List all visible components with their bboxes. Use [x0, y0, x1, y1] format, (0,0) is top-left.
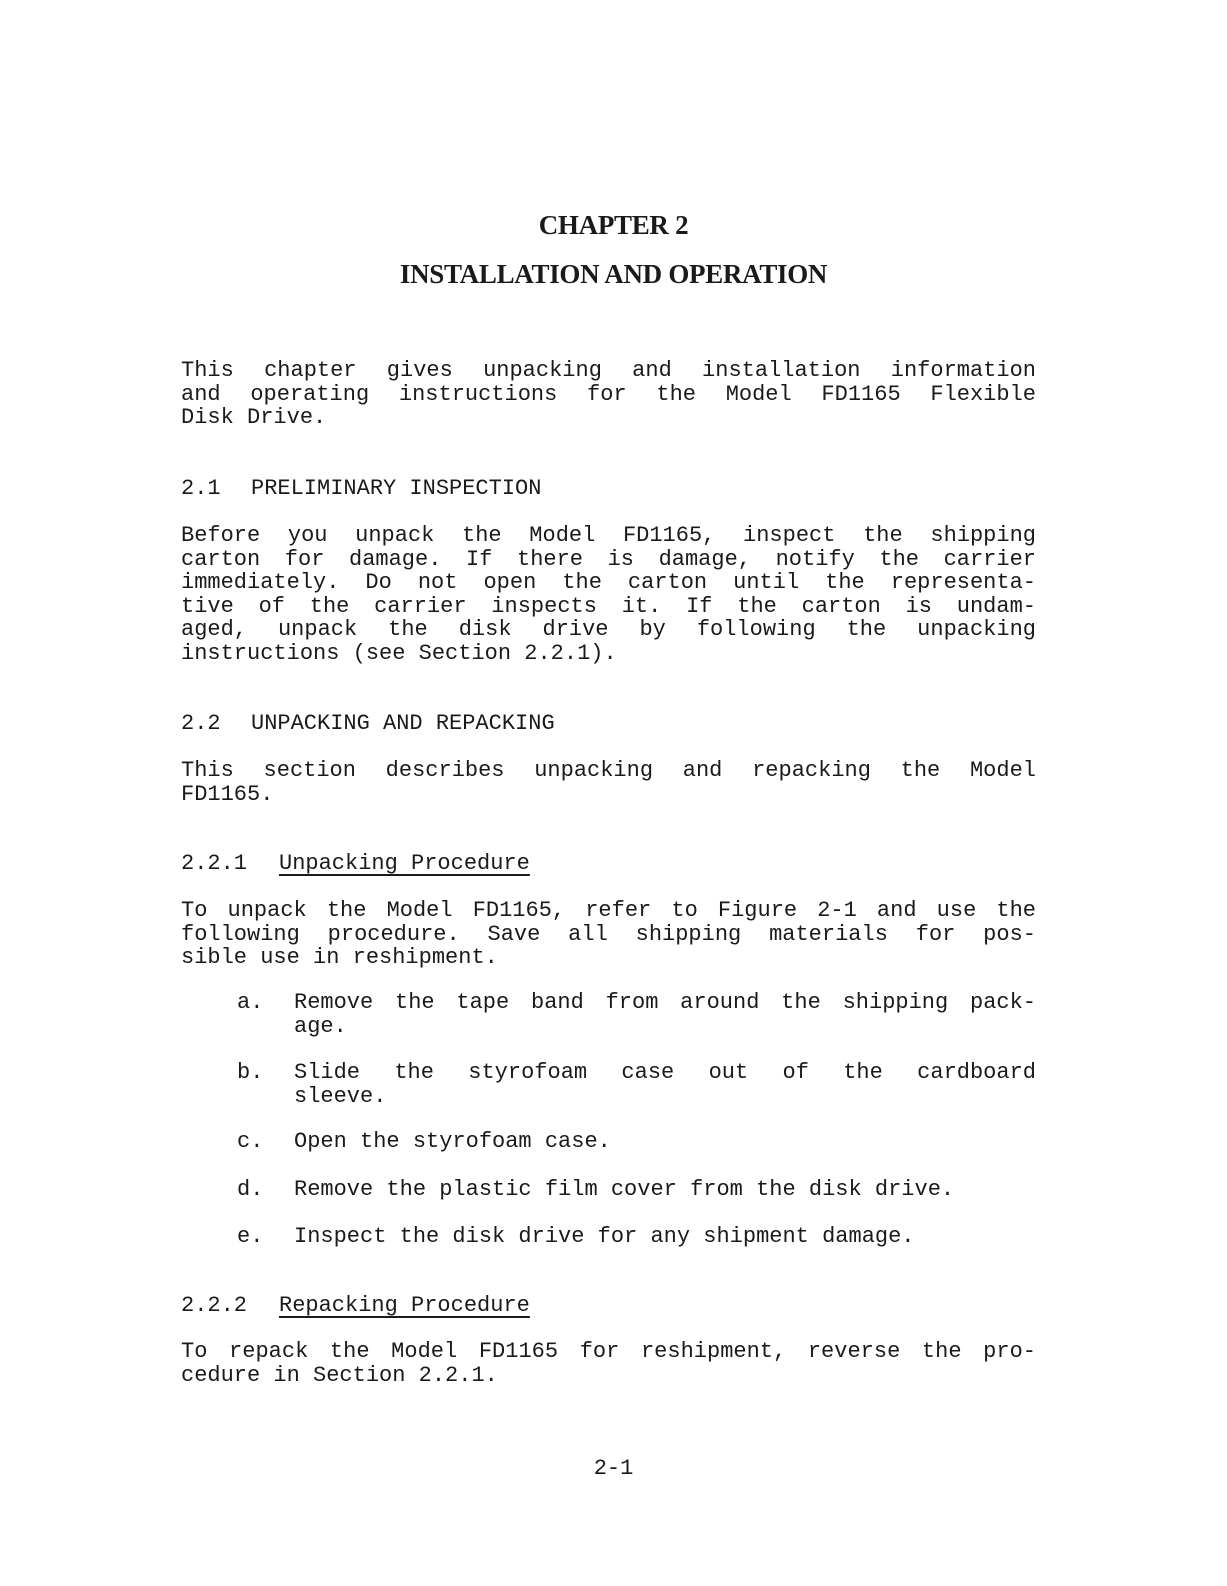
step-text [294, 1178, 1036, 1202]
text-line: Remove the plastic film cover from the disk drive. [294, 1177, 955, 1202]
text-line: following procedure. Save all shipping materials for pos- [181, 921, 1036, 947]
section-title: Repacking Procedure [279, 1293, 530, 1318]
step-text [294, 1225, 1036, 1249]
section-2-2-paragraph [181, 759, 1036, 806]
text-line: aged, unpack the disk drive by following the unpacking [181, 617, 1036, 642]
text-line: sleeve. [294, 1083, 387, 1109]
step-letter: c. [237, 1129, 264, 1154]
text-line: FD1165. [181, 781, 274, 807]
text-line: Open the styrofoam case. [294, 1129, 611, 1154]
step-letter: d. [237, 1177, 264, 1202]
text-line: This chapter gives unpacking and installation information [181, 358, 1036, 383]
text-line: carton for damage. If there is damage, notify the carrier [181, 546, 1036, 572]
section-number: 2.2.2 [181, 1293, 248, 1318]
chapter-number: CHAPTER 2 [538, 210, 689, 240]
page-number: 2-1 [593, 1456, 634, 1481]
section-title: UNPACKING AND REPACKING [251, 711, 555, 736]
chapter-title: INSTALLATION AND OPERATION [399, 259, 828, 289]
text-line: Disk Drive. [181, 405, 327, 430]
section-number: 2.1 [181, 476, 221, 501]
section-2-2-1-paragraph [181, 899, 1036, 970]
text-line: Remove the tape band from around the shipping pack- [294, 990, 1036, 1015]
intro-paragraph [181, 359, 1036, 430]
text-line: age. [294, 1013, 347, 1039]
step-letter: e. [237, 1224, 264, 1249]
section-heading-2-2-2 [181, 1294, 530, 1318]
text-line: immediately. Do not open the carton until the representa- [181, 570, 1036, 595]
section-2-2-2-paragraph [181, 1340, 1036, 1387]
text-line: To repack the Model FD1165 for reshipment, reverse the pro- [181, 1339, 1036, 1364]
section-heading-2-2 [181, 712, 555, 736]
text-line: cedure in Section 2.2.1. [181, 1362, 498, 1388]
text-line: instructions (see Section 2.2.1). [181, 640, 617, 666]
step-text [294, 1061, 1036, 1108]
text-line: tive of the carrier inspects it. If the carton is undam- [181, 593, 1036, 619]
text-line: Slide the styrofoam case out of the cardboard [294, 1060, 1036, 1085]
text-line: sible use in reshipment. [181, 945, 498, 970]
text-line: To unpack the Model FD1165, refer to Figure 2-1 and use the [181, 898, 1036, 923]
step-letter: b. [237, 1060, 264, 1085]
section-number: 2.2.1 [181, 851, 248, 876]
step-text [294, 991, 1036, 1038]
section-heading-2-1 [181, 477, 541, 501]
section-title: Unpacking Procedure [279, 851, 530, 876]
text-line: This section describes unpacking and repacking the Model [181, 758, 1036, 783]
step-text [294, 1130, 1036, 1154]
section-heading-2-2-1 [181, 852, 530, 876]
section-title: PRELIMINARY INSPECTION [251, 476, 542, 501]
text-line: Inspect the disk drive for any shipment damage. [294, 1224, 915, 1249]
section-2-1-paragraph [181, 524, 1036, 665]
text-line: Before you unpack the Model FD1165, inspect the shipping [181, 523, 1036, 548]
step-letter: a. [237, 990, 264, 1015]
text-line: and operating instructions for the Model FD1165 Flexible [181, 381, 1036, 407]
section-number: 2.2 [181, 711, 221, 736]
